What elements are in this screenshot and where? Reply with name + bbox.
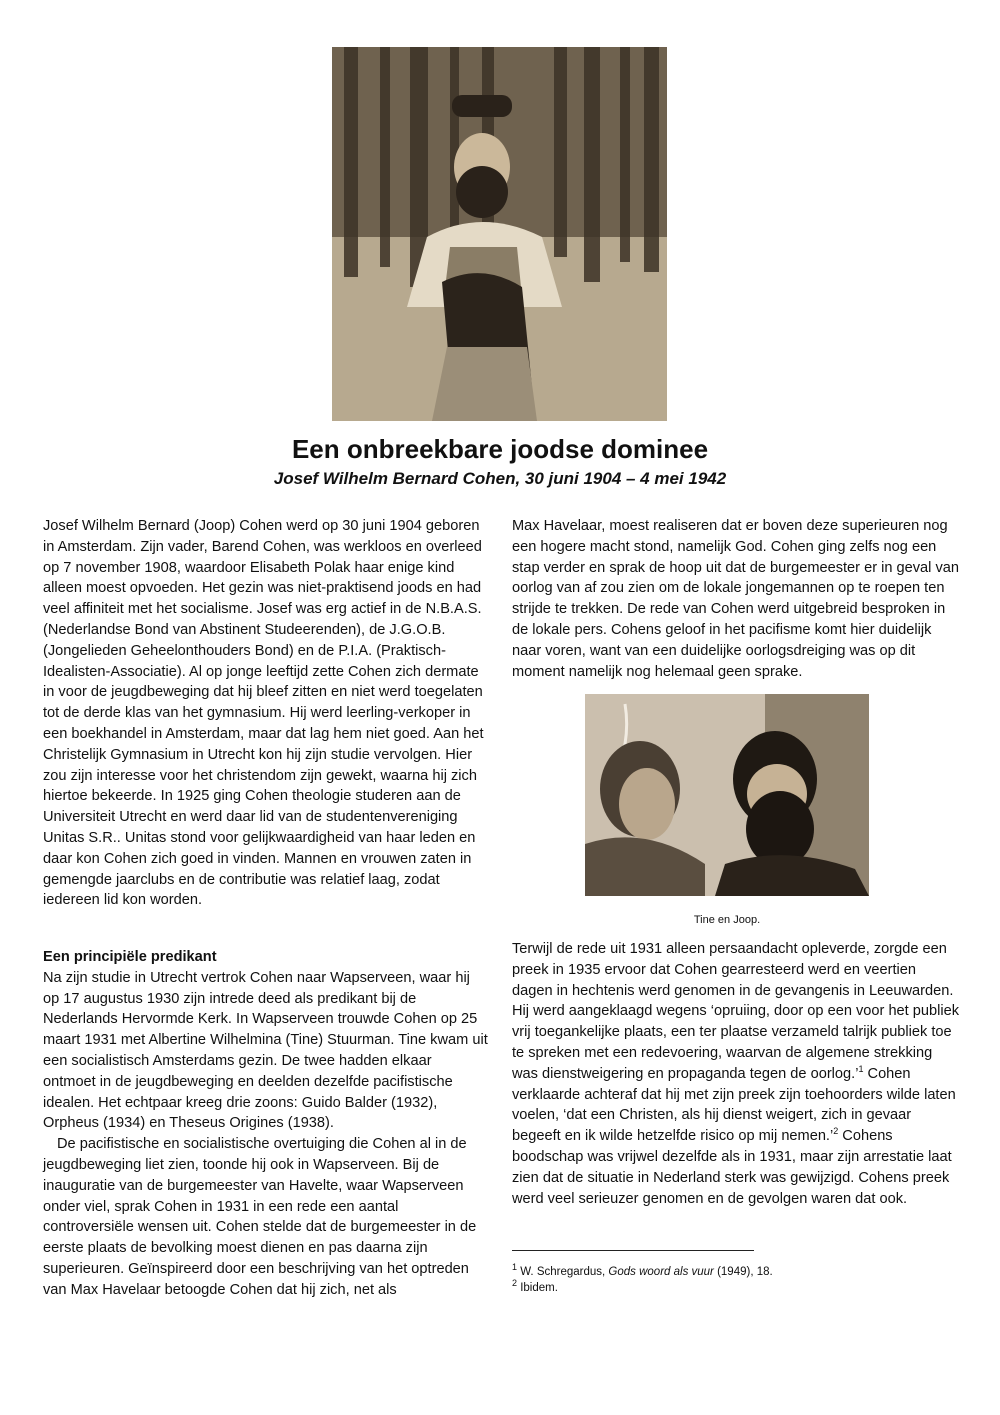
footnote-1-pre: W. Schregardus, bbox=[517, 1266, 609, 1278]
right-column-continuation bbox=[512, 516, 960, 682]
article-title: Een onbreekbare joodse dominee bbox=[291, 434, 709, 464]
portrait-photo-illustration bbox=[332, 47, 667, 421]
footnote-2-text: Ibidem. bbox=[517, 1282, 558, 1294]
left-column-section bbox=[43, 947, 488, 1301]
footnote-1-title: Gods woord als vuur bbox=[608, 1266, 714, 1278]
footnote-1 bbox=[512, 1264, 960, 1280]
paragraph-arrest bbox=[512, 939, 960, 1209]
footnote-ref-2[interactable]: 2 bbox=[833, 1126, 839, 1137]
couple-photo-illustration bbox=[585, 694, 869, 896]
footnote-1-number: 1 bbox=[512, 1262, 518, 1273]
footnote-1-post: (1949), 18. bbox=[713, 1266, 773, 1278]
paragraph-arrest-part-3: Cohens boodschap was vrijwel dezelfde als in 1931, maar zijn arrestatie laat zien dat de situatie in Nederland sterk was gewijzigd. Cohens preek werd veel serieuzer genomen en de gevolgen waren dat ook. bbox=[512, 1128, 952, 1207]
couple-photo bbox=[585, 694, 869, 896]
section-heading: Een principiële predikant bbox=[43, 949, 217, 965]
right-column-arrest bbox=[512, 939, 960, 1209]
photo-caption: Tine en Joop. bbox=[693, 914, 761, 926]
footnote-2-number: 2 bbox=[512, 1278, 518, 1289]
left-column-intro bbox=[43, 516, 488, 911]
paragraph-max-havelaar: Max Havelaar, moest realiseren dat er boven deze superieuren nog een hogere macht stond, namelijk God. Cohen ging zelfs nog een stap verder en sprak de hoop uit dat de burgemeester er in geval van oorlog van af zou zien om de lokale jongemannen op te roepen ten strijde te trekken. De rede van Cohen werd uitgebreid besproken in de lokale pers. Cohens geloof in het pacifisme komt hier duidelijk naar voren, want van een duidelijke oorlogsdreiging was op dit moment namelijk nog helemaal geen sprake. bbox=[512, 518, 960, 680]
footnote-divider bbox=[512, 1250, 754, 1251]
portrait-photo bbox=[332, 47, 667, 421]
paragraph-arrest-part-1: Terwijl de rede uit 1931 alleen persaandacht opleverde, zorgde een preek in 1935 ervoor dat Cohen gearresteerd werd en veertien dagen in hechtenis werd genomen in de gevangenis in Leeuwarden. Hij werd aangeklaagd wegens ‘opruiing, door op een voor het publiek vrij toegankelijke plaats, een ter plaatse verzameld talrijk publiek toe te spreken met een redevoering, waarvan de algemene strekking was dienstweigering en propaganda tegen de oorlog.’ bbox=[512, 941, 960, 1082]
paragraph-arrest-part-2: Cohen verklaarde achteraf dat hij met zijn preek zijn toehoorders wilde laten voelen, ‘dat een Christen, als hij dienst weigert, zich in gevaar begeeft en ik wilde hetzelfde risico op mij nemen.’ bbox=[512, 1065, 956, 1145]
footnotes bbox=[512, 1264, 960, 1296]
article-subtitle: Josef Wilhelm Bernard Cohen, 30 juni 1904 – 4 mei 1942 bbox=[273, 469, 727, 488]
footnote-ref-1[interactable]: 1 bbox=[858, 1063, 864, 1074]
footnote-2 bbox=[512, 1280, 960, 1296]
paragraph-wapserveen: Na zijn studie in Utrecht vertrok Cohen naar Wapserveen, waar hij op 17 augustus 1930 zijn intrede deed als predikant bij de Nederlands Hervormde Kerk. In Wapserveen trouwde Cohen op 25 maart 1931 met Albertine Wilhelmina (Tine) Stuurman. Tine kwam uit een socialistisch Amsterdams gezin. De twee hadden elkaar ontmoet in de jeugdbeweging en deelden dezelfde pacifistische idealen. Het echtpaar kreeg drie zoons: Guido Balder (1932), Orpheus (1934) en Theseus Origines (1938). bbox=[43, 969, 488, 1132]
paragraph-biography: Josef Wilhelm Bernard (Joop) Cohen werd op 30 juni 1904 geboren in Amsterdam. Zijn vader, Barend Cohen, was werkloos en overleed op 7 november 1908, waardoor Elisabeth Polak haar enige kind alleen moest opvoeden. Het gezin was niet-praktisend joods en had veel affiniteit met het socialisme. Josef was erg actief in de N.B.A.S. (Nederlandse Bond van Abstinent Studeerenden), de J.G.O.B. (Jongelieden Geheelonthouders Bond) en de P.I.A. (Praktisch-Idealisten-Associatie). Al op jonge leeftijd zette Cohen zich dermate in voor de jeugdbeweging dat hij bleef zitten en niet werd toegelaten tot de derde klas van het gymnasium. Hij werd leerling-verkoper in een boekhandel in Amsterdam, maar dat lag hem niet goed. Aan het Christelijk Gymnasium in Utrecht kon hij zijn studie vervolgen. Hier zou zijn interesse voor het christendom zijn gewekt, waarna hij zich hiertoe bekeerde. In 1925 ging Cohen theologie studeren aan de Universiteit Utrecht en werd daar lid van de studentenvereniging Unitas S.R.. Unitas stond voor gelijkwaardigheid van haar leden en daar kon Cohen zich goed in vinden. Mannen en vrouwen zaten in gemengde jaarclubs en de contributie was relatief laag, zodat iedereen lid kon worden. bbox=[43, 518, 484, 909]
paragraph-pacifism: De pacifistische en socialistische overtuiging die Cohen al in de jeugdbeweging liet zien, toonde hij ook in Wapserveen. Bij de inauguratie van de burgemeester van Havelte, waar Wapserveen onder viel, sprak Cohen in 1931 in een rede een aantal controversiële wensen uit. Cohen stelde dat de burgemeester in de eerste plaats de bevolking moest dienen en pas daarna zijn superieuren. Geïnspireerd door een beschrijving van het optreden van Max Havelaar betoogde Cohen dat hij zich, net als bbox=[43, 1136, 477, 1298]
